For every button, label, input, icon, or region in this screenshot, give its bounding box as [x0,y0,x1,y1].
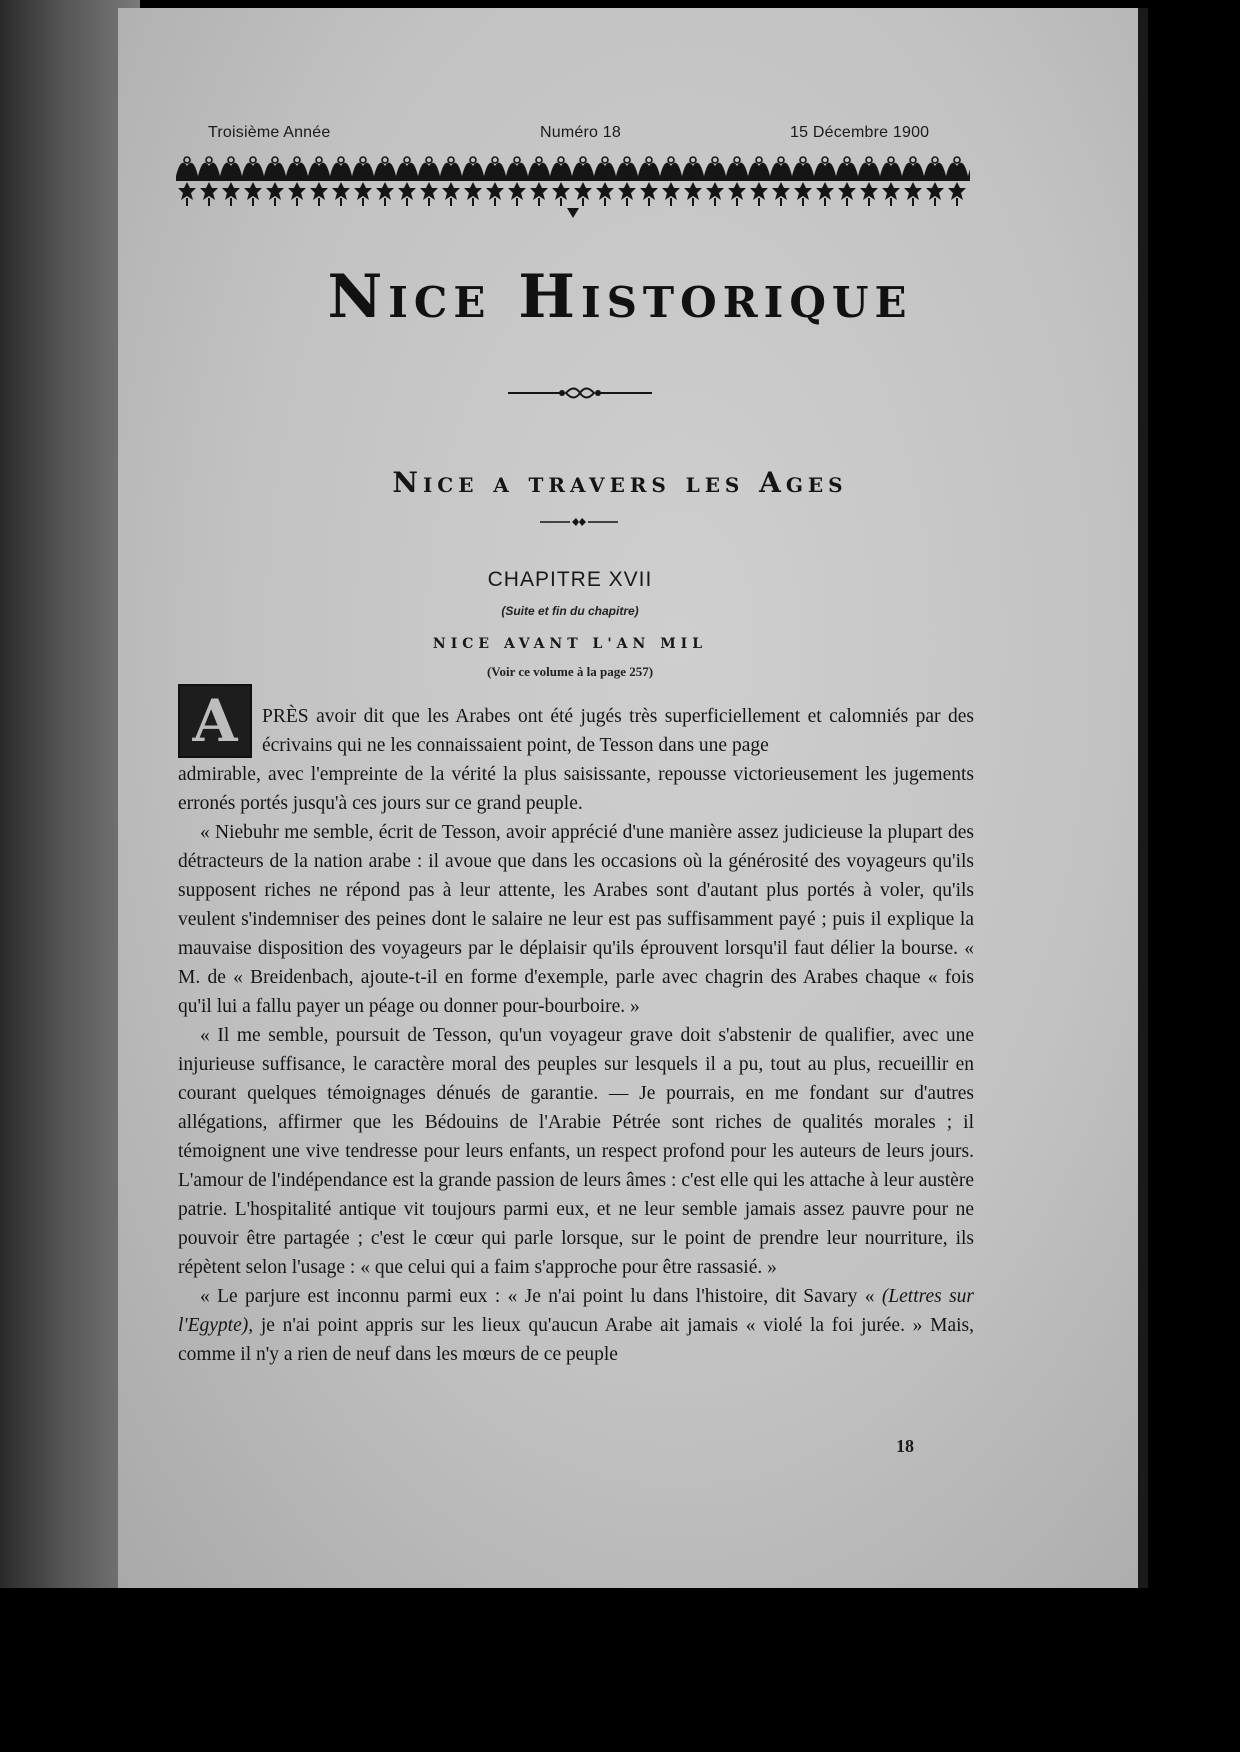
chapter-note: (Suite et fin du chapitre) [501,604,639,618]
article-body [178,702,974,1369]
paragraph-1-rest: admirable, avec l'empreinte de la vérité la plus saisissante, repousse victorieusement les jugements erronés portés jusqu'à ces jours sur ce grand peuple. [178,764,974,814]
header-ornament-band [176,152,970,224]
paragraph-1-lead: PRÈS avoir dit que les Arabes ont été jugés très superficiellement et calomniés par des écrivains qui ne les connaissaient point, de Tesson dans une page [262,706,974,756]
running-head-issue: Numéro 18 [540,124,621,141]
journal-title: Nice Historique [327,262,913,332]
bottom-margin-band [0,1588,1240,1752]
paragraph-4 [178,1282,974,1369]
title-divider-ornament [508,384,652,402]
paragraph-3: « Il me semble, poursuit de Tesson, qu'un voyageur grave doit s'abstenir de qualifier, avec une injurieuse suffisance, le caractère moral des peuples sur lesquels il a pu, tout au plus, recueillir en courant quelques témoignages dénués de garantie. — Je pourrais, en me fondant sur d'autres allégations, affirmer que les Bédouins de l'Arabie Pétrée sont riches de qualités morales ; il témoignent une vive tendresse pour leurs enfants, un respect profond pour les auteurs de leurs jours. L'amour de l'indépendance est la grande passion de leurs âmes : c'est elle qui les attache à leur austère patrie. L'hospitalité antique vit toujours parmi eux, et ne leur semble jamais assez pauvre pour ne pouvoir être partagée ; c'est le cœur qui parle lorsque, sur le point de prendre leur nourriture, ils répètent selon l'usage : « que celui qui a faim s'approche pour être rassasié. » [178,1025,974,1278]
paragraph-4-part-b: je n'ai point appris sur les lieux qu'aucun Arabe ait jamais « violé la foi jurée. » Mais, comme il n'y a rien de neuf dans les mœurs de ce peuple [178,1315,975,1365]
paragraph-2: « Niebuhr me semble, écrit de Tesson, avoir apprécié d'une manière assez judicieuse la plupart des détracteurs de la nation arabe : il avoue que dans les occasions où la générosité des voyageurs qu'ils supposent riches ne répond pas à leur attente, les Arabes sont d'autant plus portés à voler, qu'ils veulent s'indemniser des peines dont le salaire ne leur est pas suffisamment payé ; puis il explique la mauvaise disposition des voyageurs par le déplaisir qu'ils éprouvent lorsqu'il faut délier la bourse. « M. de « Breidenbach, ajoute-t-il en forme d'exemple, parle avec chagrin des Arabes chaque « fois qu'il lui a fallu payer un péage ou donner pour-bourboire. » [178,822,974,1017]
running-head-date: 15 Décembre 1900 [790,124,930,141]
section-divider-ornament [540,516,618,528]
running-head-year: Troisième Année [208,124,331,141]
section-title: Nice a travers les Ages [392,466,848,499]
chapter-title: CHAPITRE XVII [487,568,653,591]
page-number: 18 [896,1436,914,1456]
paragraph-4-book-title: (Lettres sur l'Egypte), [178,1286,974,1336]
chapter-reference: (Voir ce volume à la page 257) [486,664,654,679]
chapter-subtitle: NICE AVANT L'AN MIL [432,636,708,652]
drop-cap-letter: A [192,687,238,755]
paragraph-4-part-a: « Le parjure est inconnu parmi eux : « Je n'ai point lu dans l'histoire, dit Savary « [200,1286,875,1307]
